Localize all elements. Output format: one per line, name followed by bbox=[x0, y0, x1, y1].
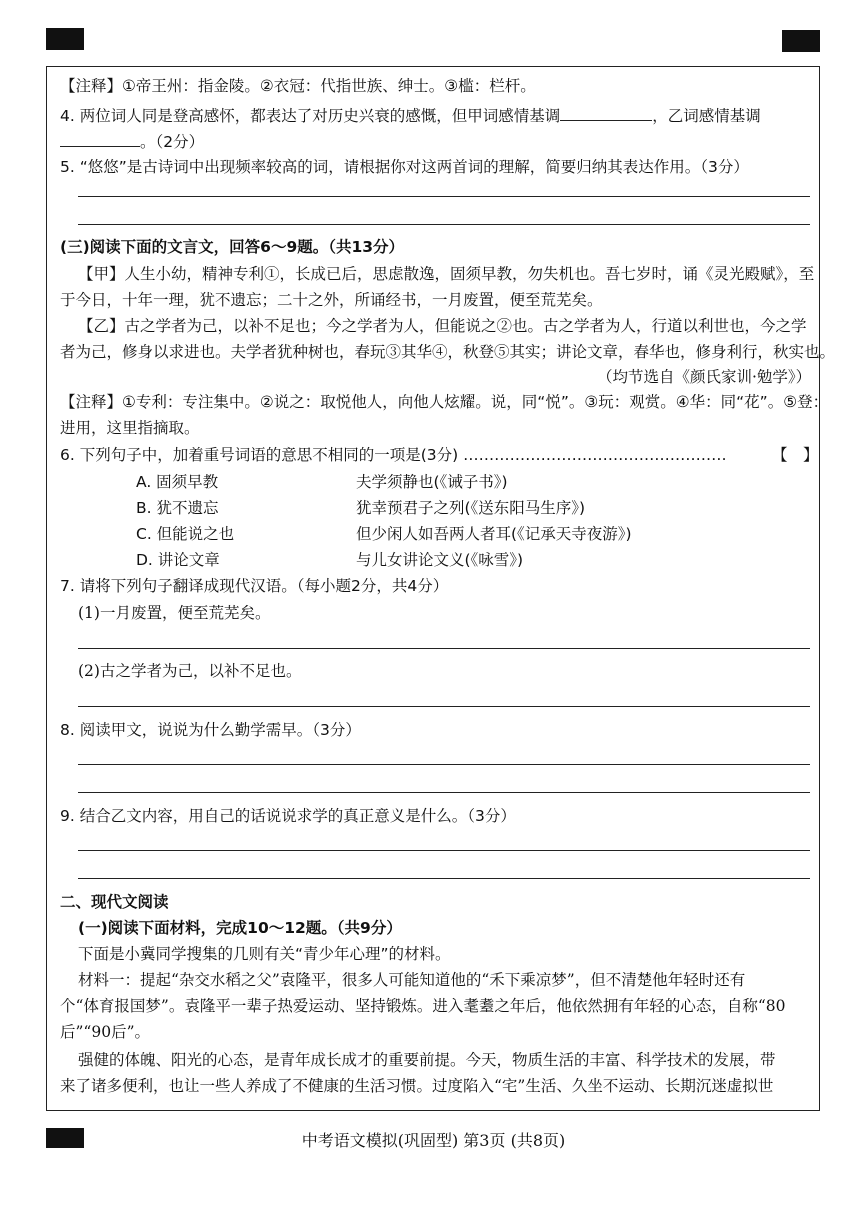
material-1-line2: 个“体育报国梦”。袁隆平一辈子热爱运动、坚持锻炼。进入耄耋之年后，他依然拥有年轻的心态，自称“80 bbox=[60, 997, 786, 1015]
material-1-line1: 材料一：提起“杂交水稻之父”袁隆平，很多人可能知道他的“禾下乘凉梦”，但不清楚他年轻时还有 bbox=[78, 971, 746, 989]
passage-source: （均节选自《颜氏家训·勉学》） bbox=[597, 368, 812, 386]
registration-mark-top-left bbox=[46, 28, 84, 50]
page-footer: 中考语文模拟(巩固型) 第3页 (共8页) bbox=[301, 1131, 566, 1150]
part-2-subheading: (一)阅读下面材料，完成10～12题。（共9分） bbox=[78, 919, 402, 937]
question-5: 5. “悠悠”是古诗词中出现频率较高的词，请根据你对这两首词的理解，简要归纳其表达作用。（3分） bbox=[60, 158, 749, 176]
option-c-compare: 但少闲人如吾两人者耳(《记承天寺夜游》) bbox=[356, 525, 632, 543]
material-intro: 下面是小冀同学搜集的几则有关“青少年心理”的材料。 bbox=[78, 945, 451, 963]
answer-line[interactable] bbox=[78, 764, 810, 765]
notes-line2: 进用，这里指摘取。 bbox=[60, 419, 200, 437]
question-7-stem: 7. 请将下列句子翻译成现代汉语。（每小题2分，共4分） bbox=[60, 577, 449, 595]
passage-jia-line1: 【甲】人生小幼，精神专利①，长成已后，思虑散逸，固须早教，勿失机也。吾七岁时，诵《灵光殿赋》，至 bbox=[78, 265, 815, 283]
option-c-text[interactable]: C. 但能说之也 bbox=[136, 525, 235, 543]
question-4-text-c: 。（2分） bbox=[140, 133, 205, 151]
paragraph-2-line1: 强健的体魄、阳光的心态，是青年成长成才的重要前提。今天，物质生活的丰富、科学技术的发展，带 bbox=[78, 1051, 776, 1069]
answer-line[interactable] bbox=[78, 792, 810, 793]
notes-line1: 【注释】①专利：专注集中。②说之：取悦他人，向他人炫耀。说，同“悦”。③玩：观赏。④华：同“花”。⑤登： bbox=[60, 393, 829, 411]
passage-jia-line2: 于今日，十年一理，犹不遗忘；二十之外，所诵经书，一月废置，便至荒芜矣。 bbox=[60, 291, 603, 309]
answer-line[interactable] bbox=[78, 196, 810, 197]
answer-line[interactable] bbox=[78, 224, 810, 225]
answer-line[interactable] bbox=[78, 850, 810, 851]
question-4-text-a: 4. 两位词人同是登高感怀，都表达了对历史兴衰的感慨，但甲词感情基调 bbox=[60, 107, 561, 125]
option-a-compare: 夫学须静也(《诫子书》) bbox=[356, 473, 508, 491]
answer-line[interactable] bbox=[78, 878, 810, 879]
question-4-line2 bbox=[60, 130, 204, 152]
question-9: 9. 结合乙文内容，用自己的话说说求学的真正意义是什么。（3分） bbox=[60, 807, 516, 825]
question-6-stem: 6. 下列句子中，加着重号词语的意思不相同的一项是(3分) …………………………………………… bbox=[60, 446, 727, 464]
question-4-text-b: ，乙词感情基调 bbox=[652, 107, 761, 125]
option-a-text[interactable]: A. 固须早教 bbox=[136, 473, 219, 491]
question-4-line1 bbox=[60, 104, 761, 126]
answer-line[interactable] bbox=[78, 706, 810, 707]
section-3-heading: (三)阅读下面的文言文，回答6～9题。（共13分） bbox=[60, 238, 405, 256]
answer-line[interactable] bbox=[78, 648, 810, 649]
material-1-line3: 后”“90后”。 bbox=[60, 1023, 150, 1041]
answer-blank-yi[interactable] bbox=[60, 130, 140, 147]
question-7-sentence-2: (2)古之学者为己，以补不足也。 bbox=[78, 662, 302, 680]
passage-yi-line1: 【乙】古之学者为己，以补不足也；今之学者为人，但能说之②也。古之学者为人，行道以利世也，今之学 bbox=[78, 317, 807, 335]
option-b-compare: 犹幸预君子之列(《送东阳马生序》) bbox=[356, 499, 586, 517]
question-7-sentence-1: (1)一月废置，便至荒芜矣。 bbox=[78, 604, 271, 622]
answer-bracket[interactable]: 【 】 bbox=[772, 446, 819, 464]
registration-mark-top-right bbox=[782, 30, 820, 52]
question-8: 8. 阅读甲文，说说为什么勤学需早。（3分） bbox=[60, 721, 361, 739]
paragraph-2-line2: 来了诸多便利，也让一些人养成了不健康的生活习惯。过度陷入“宅”生活、久坐不运动、长期沉迷虚拟世 bbox=[60, 1077, 774, 1095]
answer-blank-jia[interactable] bbox=[560, 104, 652, 121]
option-d-compare: 与儿女讲论文义(《咏雪》) bbox=[356, 551, 524, 569]
passage-yi-line2: 者为己，修身以求进也。夫学者犹种树也，春玩③其华④，秋登⑤其实；讲论文章，春华也，修身利行，秋实也。 bbox=[60, 343, 836, 361]
part-2-heading: 二、现代文阅读 bbox=[60, 893, 169, 911]
previous-notes: 【注释】①帝王州：指金陵。②衣冠：代指世族、绅士。③槛：栏杆。 bbox=[60, 77, 536, 95]
option-b-text[interactable]: B. 犹不遗忘 bbox=[136, 499, 219, 517]
option-d-text[interactable]: D. 讲论文章 bbox=[136, 551, 220, 569]
